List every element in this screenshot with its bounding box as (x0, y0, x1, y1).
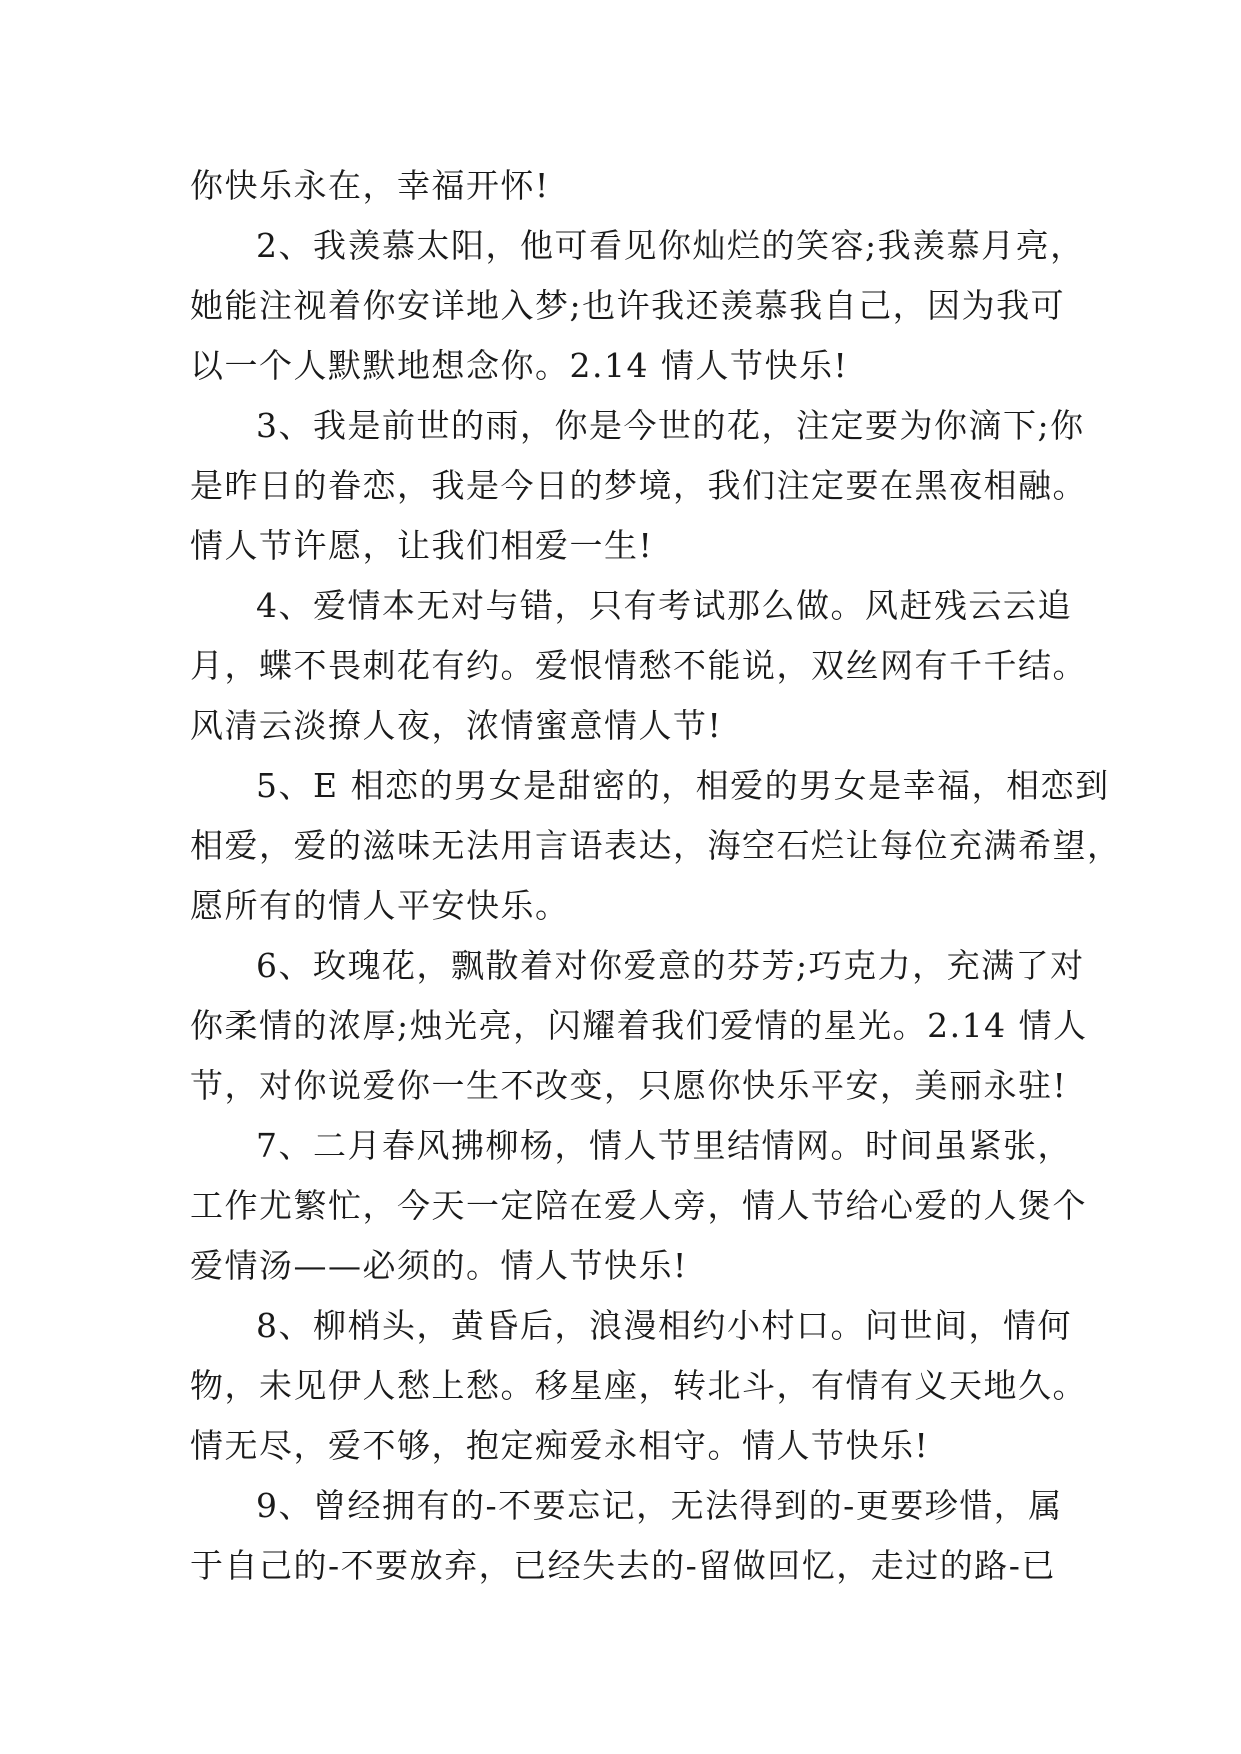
document-body (190, 156, 1122, 1596)
text-line: 愿所有的情人平安快乐。 (190, 886, 570, 925)
text-line: 8、柳梢头，黄昏后，浪漫相约小村口。问世间，情何 (256, 1306, 1072, 1345)
text-line: 以一个人默默地想念你。2.14 情人节快乐! (190, 346, 849, 385)
text-line: 2、我羡慕太阳，他可看见你灿烂的笑容;我羡慕月亮， (256, 226, 1085, 265)
text-line: 5、E 相恋的男女是甜密的，相爱的男女是幸福，相恋到 (256, 766, 1110, 805)
text-line: 爱情汤——必须的。情人节快乐! (190, 1246, 688, 1285)
text-line: 情人节许愿，让我们相爱一生! (190, 526, 654, 565)
text-line: 3、我是前世的雨，你是今世的花，注定要为你滴下;你 (256, 406, 1085, 445)
text-line: 情无尽，爱不够，抱定痴爱永相守。情人节快乐! (190, 1426, 930, 1465)
text-line: 月，蝶不畏刺花有约。爱恨情愁不能说，双丝网有千千结。 (190, 646, 1087, 685)
text-line: 你快乐永在，幸福开怀! (190, 166, 550, 205)
text-line: 6、玫瑰花，飘散着对你爱意的芬芳;巧克力，充满了对 (256, 946, 1085, 985)
text-line: 节，对你说爱你一生不改变，只愿你快乐平安，美丽永驻! (190, 1066, 1068, 1105)
text-line: 是昨日的眷恋，我是今日的梦境，我们注定要在黑夜相融。 (190, 466, 1087, 505)
text-line: 风清云淡撩人夜，浓情蜜意情人节! (190, 706, 723, 745)
text-line: 物，未见伊人愁上愁。移星座，转北斗，有情有义天地久。 (190, 1366, 1087, 1405)
text-line: 你柔情的浓厚;烛光亮，闪耀着我们爱情的星光。2.14 情人 (190, 1006, 1088, 1045)
text-line: 相爱，爱的滋味无法用言语表达，海空石烂让每位充满希望， (190, 826, 1122, 865)
text-line: 工作尤繁忙，今天一定陪在爱人旁，情人节给心爱的人煲个 (190, 1186, 1087, 1225)
text-line: 4、爱情本无对与错，只有考试那么做。风赶残云云追 (256, 586, 1072, 625)
text-line: 9、曾经拥有的-不要忘记，无法得到的-更要珍惜，属 (256, 1486, 1063, 1525)
text-line: 于自己的-不要放弃，已经失去的-留做回忆，走过的路-已 (190, 1546, 1056, 1585)
text-line: 她能注视着你安详地入梦;也许我还羡慕我自己，因为我可 (190, 286, 1066, 325)
text-line: 7、二月春风拂柳杨，情人节里结情网。时间虽紧张， (256, 1126, 1072, 1165)
